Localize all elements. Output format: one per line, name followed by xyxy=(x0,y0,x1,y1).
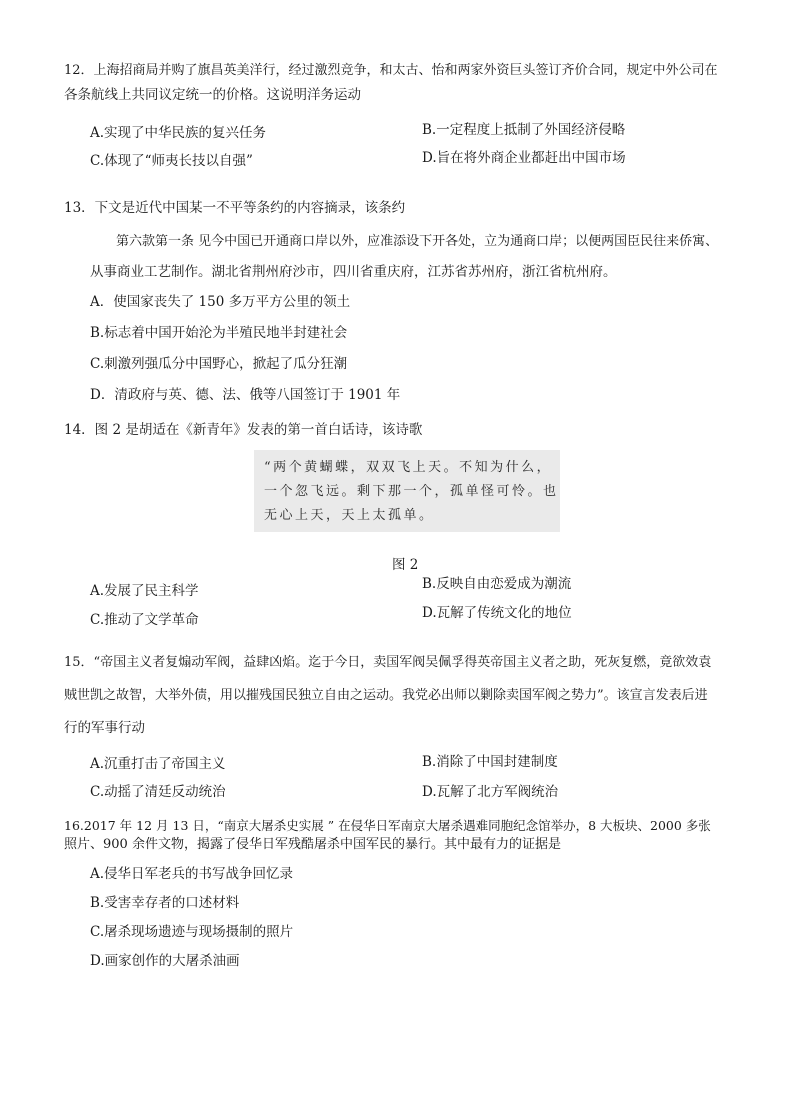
q14-option-a: A.发展了民主科学 xyxy=(90,583,199,599)
q14-option-c: C.推动了文学革命 xyxy=(90,612,199,628)
q13-option-a: A．使国家丧失了 150 多万平方公里的领土 xyxy=(90,294,351,310)
q16-stem-line2: 照片、900 余件文物，揭露了侵华日军残酷屠杀中国军民的暴行。其中最有力的证据是 xyxy=(64,837,561,852)
q13-option-c: C.刺激列强瓜分中国野心，掀起了瓜分狂潮 xyxy=(90,356,348,372)
poem-image xyxy=(254,450,560,532)
q16-option-a: A.侵华日军老兵的书写战争回忆录 xyxy=(90,866,294,882)
q16-option-b: B.受害幸存者的口述材料 xyxy=(90,895,240,911)
q16-stem-line1: 16.2017 年 12 月 13 日，“南京大屠杀史实展 ” 在侵华日军南京大屠杀遇难同胞纪念馆举办，8 大板块、2000 多张 xyxy=(64,818,711,833)
q15-option-c: C.动摇了清廷反动统治 xyxy=(90,784,226,800)
q15-option-a: A.沉重打击了帝国主义 xyxy=(90,756,226,772)
q12-stem-line1: 12．上海招商局并购了旗昌英美洋行，经过激烈竞争，和太古、怡和两家外资巨头签订齐价合同，规定中外公司在 xyxy=(64,63,718,78)
q14-option-d: D.瓦解了传统文化的地位 xyxy=(422,605,572,621)
figure-caption: 图 2 xyxy=(392,557,419,573)
q12-option-d: D.旨在将外商企业都赶出中国市场 xyxy=(422,150,626,166)
q12-option-b: B.一定程度上抵制了外国经济侵略 xyxy=(422,122,626,138)
q13-quote-line2: 从事商业工艺制作。湖北省荆州府沙市，四川省重庆府，江苏省苏州府，浙江省杭州府。 xyxy=(90,264,617,280)
q14-stem: 14．图 2 是胡适在《新青年》发表的第一首白话诗，该诗歌 xyxy=(64,422,423,438)
poem-line: 无心上天，天上太孤单。 xyxy=(264,508,435,523)
q15-option-d: D.瓦解了北方军阀统治 xyxy=(422,784,559,800)
poem-line: 一个忽飞远。剩下那一个，孤单怪可怜。也 xyxy=(264,484,559,499)
q15-option-b: B.消除了中国封建制度 xyxy=(422,754,558,770)
poem-line: “两个黄蝴蝶，双双飞上天。不知为什么， xyxy=(264,460,553,475)
q13-option-d: D．清政府与英、德、法、俄等八国签订于 1901 年 xyxy=(90,387,401,403)
q14-option-b: B.反映自由恋爱成为潮流 xyxy=(422,576,572,592)
q13-stem: 13．下文是近代中国某一不平等条约的内容摘录，该条约 xyxy=(64,200,406,216)
q15-stem-line2: 贼世凯之故智，大举外债，用以摧残国民独立自由之运动。我党必出师以剿除卖国军阀之势力”。该宣言发表后进 xyxy=(64,688,708,703)
q13-option-b: B.标志着中国开始沦为半殖民地半封建社会 xyxy=(90,325,348,341)
q16-option-c: C.屠杀现场遗迹与现场摄制的照片 xyxy=(90,924,294,940)
q12-stem-line2: 各条航线上共同议定统一的价格。这说明洋务运动 xyxy=(64,87,361,103)
q12-option-c: C.体现了“师夷长技以自强” xyxy=(90,153,253,169)
q15-stem-line3: 行的军事行动 xyxy=(64,720,145,736)
q12-option-a: A.实现了中华民族的复兴任务 xyxy=(90,125,267,141)
q15-stem-line1: 15．“帝国主义者复煽动军阀，益肆凶焰。迄于今日，卖国军阀吴佩孚得英帝国主义者之助，死灰复燃，竟欲效袁 xyxy=(64,655,712,670)
q16-option-d: D.画家创作的大屠杀油画 xyxy=(90,953,240,969)
q13-quote-line1: 第六款第一条 见今中国已开通商口岸以外，应准添设下开各处，立为通商口岸；以便两国臣民往来侨寓、 xyxy=(116,234,719,249)
